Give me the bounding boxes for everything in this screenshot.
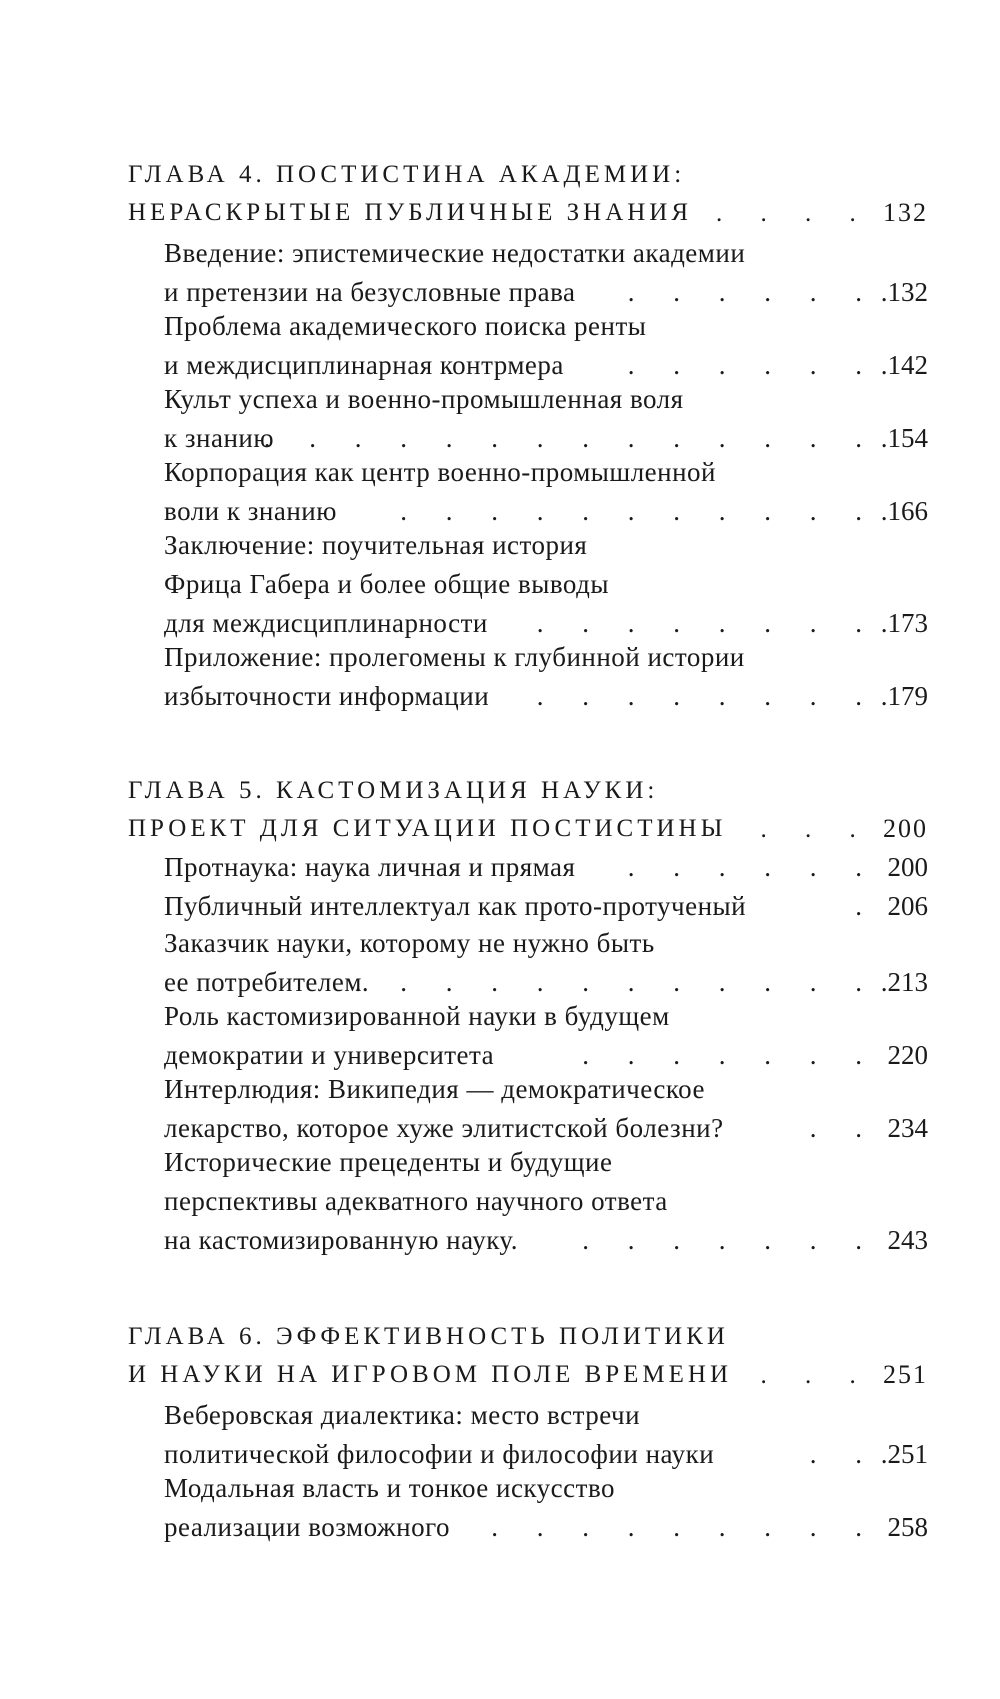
chapter-title: ГЛАВА 6. ЭФФЕКТИВНОСТЬ ПОЛИТИКИ [128, 1323, 729, 1350]
dot-leader: . . . . . . . . . . . . . . [263, 423, 878, 453]
entry-line [164, 924, 928, 963]
entry-line [164, 677, 928, 716]
dot-leader: . [855, 891, 878, 921]
toc-entry [128, 887, 928, 926]
dot-leader: . . . . . . . [582, 1040, 878, 1070]
toc-entry [128, 1070, 928, 1148]
leader-and-page [855, 887, 928, 926]
toc-entry [128, 997, 928, 1075]
toc-entry [128, 234, 928, 312]
entry-text: демократии и университета [164, 1040, 495, 1070]
page-number: 258 [887, 1512, 928, 1542]
page-number: .154 [880, 423, 928, 453]
entry-text: ее потребителем. [164, 967, 370, 997]
toc-entry [128, 307, 928, 385]
page-number: 251 [883, 1360, 928, 1389]
toc-entry [128, 453, 928, 531]
page-number: 234 [887, 1113, 928, 1143]
entry-line [164, 526, 928, 565]
entry-line [164, 887, 928, 926]
entry-text: Протнаука: наука личная и прямая [164, 852, 576, 882]
entry-line [164, 1182, 928, 1221]
entry-line [164, 1221, 928, 1260]
entry-line [164, 1469, 928, 1508]
page-number: 206 [887, 891, 928, 921]
dot-leader: . . . . . . [627, 350, 878, 380]
entry-text: реализации возможного [164, 1512, 450, 1542]
entry-text: и междисциплинарная контрмера [164, 350, 564, 380]
entry-text: Заказчик науки, которому не нужно быть [164, 928, 655, 958]
page-number: .251 [880, 1439, 928, 1469]
entry-text: к знанию [164, 423, 275, 453]
leader-and-page [491, 1508, 928, 1547]
entry-line [164, 1508, 928, 1547]
entry-line [164, 380, 928, 419]
chapter-heading-line2 [128, 1356, 928, 1394]
toc-entry [128, 1469, 928, 1547]
dot-leader: . . [809, 1439, 878, 1469]
leader-and-page [716, 194, 928, 233]
chapter-subtitle: И НАУКИ НА ИГРОВОМ ПОЛЕ ВРЕМЕНИ [128, 1361, 733, 1388]
page-number: 200 [887, 852, 928, 882]
dot-leader: . . . . . . . [582, 1225, 878, 1255]
entry-line [164, 638, 928, 677]
chapter-heading-line2 [128, 810, 928, 848]
chapter-heading-line1 [128, 156, 928, 194]
page-number: 200 [883, 814, 928, 843]
chapter-title: ГЛАВА 4. ПОСТИСТИНА АКАДЕМИИ: [128, 161, 686, 188]
entry-text: политической философии и философии науки [164, 1439, 715, 1469]
entry-text: Публичный интеллектуал как прото-протученый [164, 891, 747, 921]
entry-text: Корпорация как центр военно-промышленной [164, 457, 717, 487]
entry-line [164, 848, 928, 887]
leader-and-page [628, 848, 928, 887]
page-number: 220 [887, 1040, 928, 1070]
dot-leader: . . . [760, 816, 872, 843]
entry-text: Введение: эпистемические недостатки академии [164, 238, 746, 268]
dot-leader: . . . [760, 1362, 872, 1389]
entry-text: Веберовская диалектика: место встречи [164, 1400, 641, 1430]
entry-line [164, 1143, 928, 1182]
entry-text: Проблема академического поиска ренты [164, 311, 647, 341]
dot-leader: . . . . . . . . . . . [400, 496, 878, 526]
dot-leader: . . . . . . . . [536, 608, 878, 638]
dot-leader: . . . . . . . . [536, 681, 878, 711]
entry-text: Фрица Габера и более общие выводы [164, 569, 610, 599]
dot-leader: . . . . [716, 200, 872, 227]
entry-line [164, 1396, 928, 1435]
toc-entry [128, 638, 928, 716]
page-number: .142 [880, 350, 928, 380]
page-number: 132 [883, 198, 928, 227]
chapter-heading-line1 [128, 1318, 928, 1356]
dot-leader: . . . . . . [627, 852, 878, 882]
entry-text: для междисциплинарности [164, 608, 488, 638]
entry-text: Интерлюдия: Википедия — демократическое [164, 1074, 705, 1104]
toc-entry [128, 848, 928, 887]
entry-text: избыточности информации [164, 681, 490, 711]
toc-entry [128, 380, 928, 458]
entry-text: лекарство, которое хуже элитистской болезни? [164, 1113, 724, 1143]
entry-text: и претензии на безусловные права [164, 277, 576, 307]
chapter-4 [128, 156, 928, 716]
entry-text: Приложение: пролегомены к глубинной истории [164, 642, 745, 672]
page-number: .173 [880, 608, 928, 638]
leader-and-page [537, 677, 928, 716]
entry-text: перспективы адекватного научного ответа [164, 1186, 668, 1216]
entry-text: воли к знанию [164, 496, 337, 526]
leader-and-page [761, 810, 929, 849]
page-number: .179 [880, 681, 928, 711]
page-number: .213 [880, 967, 928, 997]
page-number: .166 [880, 496, 928, 526]
toc-entry [128, 1396, 928, 1474]
entry-line [164, 997, 928, 1036]
entry-text: Исторические прецеденты и будущие [164, 1147, 613, 1177]
page-number: 243 [887, 1225, 928, 1255]
chapter-5 [128, 772, 928, 1260]
entry-line [164, 234, 928, 273]
entry-text: Заключение: поучительная история [164, 530, 588, 560]
dot-leader: . . . . . . . . . . . . [354, 967, 878, 997]
entry-text: Культ успеха и военно-промышленная воля [164, 384, 684, 414]
page-number: .132 [880, 277, 928, 307]
entry-line [164, 453, 928, 492]
dot-leader: . . . . . . . . . [491, 1512, 878, 1542]
chapter-subtitle: ПРОЕКТ ДЛЯ СИТУАЦИИ ПОСТИСТИНЫ [128, 815, 727, 842]
chapter-6 [128, 1318, 928, 1547]
dot-leader: . . [809, 1113, 878, 1143]
leader-and-page [582, 1221, 928, 1260]
entry-line [164, 1070, 928, 1109]
entry-text: Роль кастомизированной науки в будущем [164, 1001, 670, 1031]
dot-leader: . . . . . . [627, 277, 878, 307]
leader-and-page [761, 1356, 929, 1395]
toc-entry [128, 1143, 928, 1260]
chapter-heading-line2 [128, 194, 928, 232]
entry-text: на кастомизированную науку. [164, 1225, 518, 1255]
chapter-subtitle: НЕРАСКРЫТЫЕ ПУБЛИЧНЫЕ ЗНАНИЯ [128, 199, 693, 226]
entry-text: Модальная власть и тонкое искусство [164, 1473, 616, 1503]
chapter-title: ГЛАВА 5. КАСТОМИЗАЦИЯ НАУКИ: [128, 777, 659, 804]
toc-entry [128, 924, 928, 1002]
entry-line [164, 307, 928, 346]
chapter-heading-line1 [128, 772, 928, 810]
entry-line [164, 565, 928, 604]
toc-entry [128, 526, 928, 643]
